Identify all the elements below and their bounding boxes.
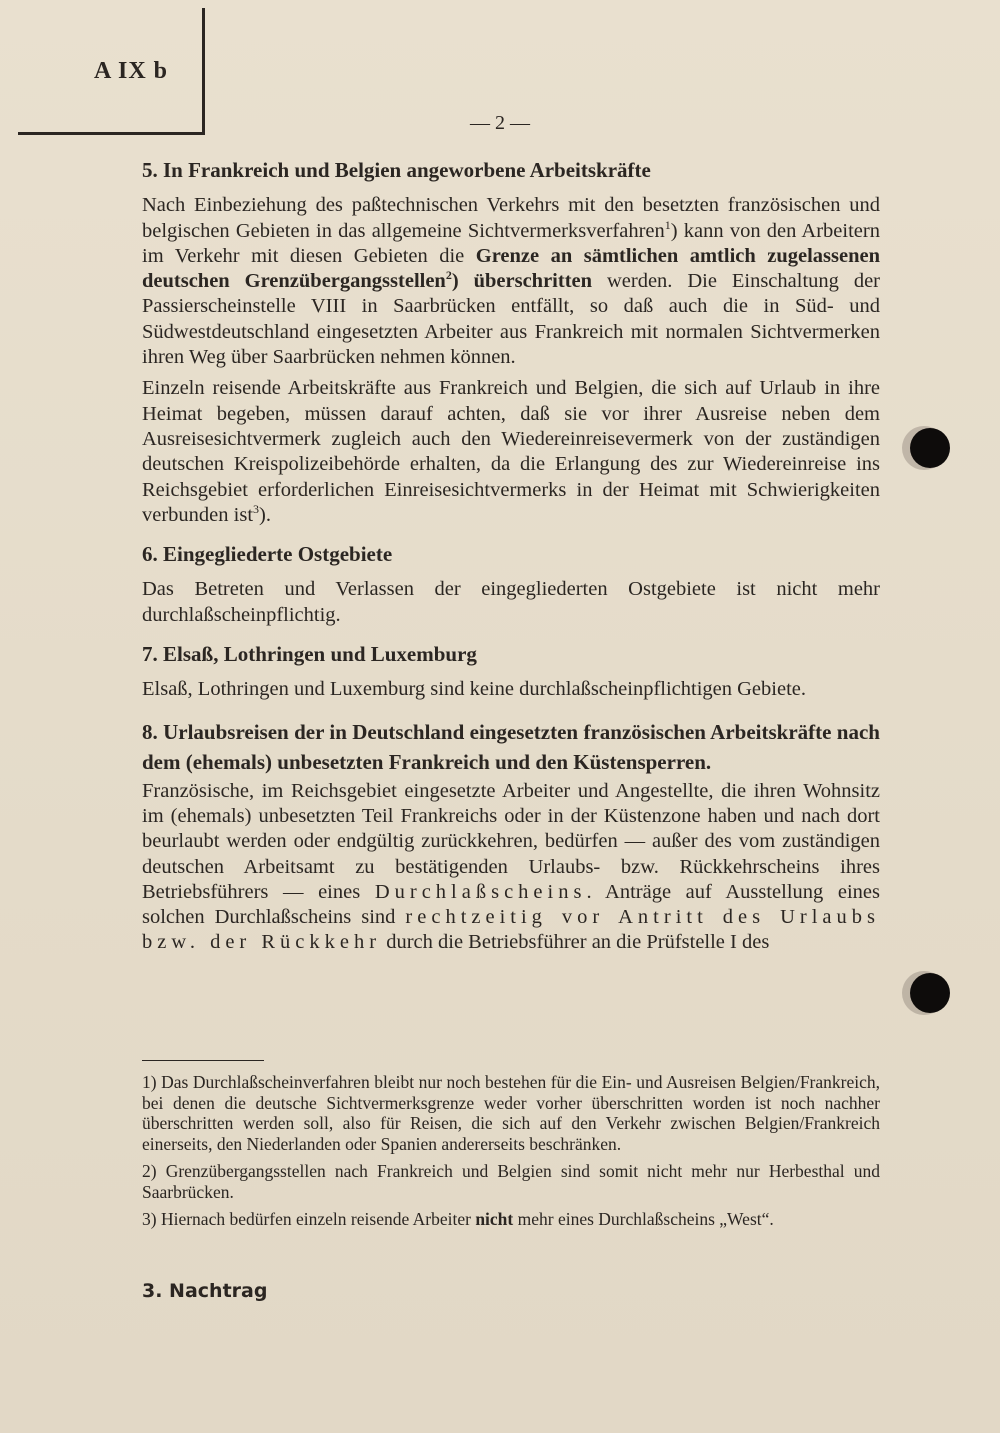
section-7 [142, 642, 880, 703]
footnotes [142, 1072, 880, 1237]
spaced-text: Durchlaßscheins [374, 880, 587, 903]
text-run: . Anträge auf Ausstellung eines solchen Durchlaßscheins sind [142, 880, 880, 929]
text-run: ) kann von den Arbeitern im Verkehr mit diesen Gebieten die [142, 219, 880, 267]
section-6-heading: 6. Eingegliederte Ostgebiete [142, 542, 393, 567]
section-6-paragraph: Das Betreten und Verlassen der eingegliederten Ostgebiete ist nicht mehr durchlaßscheinpflichtig. [142, 578, 880, 626]
footnote-divider [142, 1060, 264, 1061]
nachtrag-label: 3. Nachtrag [142, 1280, 268, 1302]
text-run: Französische, im Reichsgebiet eingesetzte Arbeiter und Angestellte, die ihren Wohnsitz im (ehemals) unbesetzten Teil Frankreichs oder in der Küstenzone haben und nach dort beurlaubt werden oder endgültig zurückkehren, bedürfen — außer des vom zuständigen deutschen Arbeitsamt zu bestätigenden Urlaubs- bzw. Rückkehrscheins ihres Betriebsführers — eines [142, 779, 880, 903]
footnote-mark: 1) [142, 1072, 157, 1092]
section-5 [142, 158, 880, 528]
footnote-text: mehr eines Durchlaßscheins „West“. [513, 1209, 774, 1229]
punch-hole [910, 973, 950, 1013]
footnote-ref: 1 [664, 217, 671, 232]
text-run: durch die Betriebsführer an die Prüfstelle I des [381, 931, 770, 954]
main-content [142, 158, 880, 970]
text-run: ). [259, 503, 271, 526]
footnote-ref: 2 [445, 268, 452, 283]
text-run: werden. Die Einschaltung der Passierscheinstelle VIII in Saarbrücken entfällt, so daß auch die in Süd- und Südwestdeutschland eingesetzten Arbeiter aus Frankreich mit normalen Sichtvermerken ihren Weg über Saarbrücken nehmen können. [142, 270, 881, 369]
section-6 [142, 542, 880, 628]
punch-hole [910, 428, 950, 468]
bold-text: ) überschritten [451, 270, 593, 293]
footnote-mark: 2) [142, 1161, 157, 1181]
section-8-heading: 8. Urlaubsreisen der in Deutschland eingesetzten französischen Arbeitskräfte nach dem (ehemals) unbesetzten Frankreich und den Küstensperren. [142, 719, 880, 774]
page-number: — 2 — [470, 112, 530, 134]
section-8-paragraph [142, 779, 880, 956]
section-5-paragraph-2 [142, 376, 880, 528]
section-5-paragraph-1 [142, 193, 880, 370]
footnote-2 [142, 1161, 880, 1202]
section-7-heading: 7. Elsaß, Lothringen und Luxemburg [142, 642, 477, 667]
footnote-3 [142, 1209, 880, 1230]
section-7-paragraph: Elsaß, Lothringen und Luxemburg sind keine durchlaßscheinpflichtigen Gebiete. [142, 678, 806, 701]
footnote-mark: 3) [142, 1209, 157, 1229]
text-run: Einzeln reisende Arbeitskräfte aus Frankreich und Belgien, die sich auf Urlaub in ihre Heimat begeben, müssen darauf achten, daß sie vor ihrer Ausreise neben dem Ausreisesichtvermerk zugleich auch den Wiedereinreisevermerk von der zuständigen deutschen Kreispolizeibehörde erhalten, da die Erlangung des zur Wiedereinreise ins Reichsgebiet erforderlichen Einreisesichtvermerks in der Heimat mit Schwierigkeiten verbunden ist [142, 377, 880, 526]
text-run: Nach Einbeziehung des paßtechnischen Verkehrs mit den besetzten französischen und belgischen Gebieten in das allgemeine Sichtvermerksverfahren [142, 194, 880, 242]
bold-text: nicht [475, 1209, 514, 1229]
section-8 [142, 717, 880, 956]
footnote-ref: 3 [253, 502, 260, 517]
corner-label: A IX b [94, 58, 169, 84]
footnote-text: Das Durchlaßscheinverfahren bleibt nur noch bestehen für die Ein- und Ausreisen Belgien/Frankreich, bei denen die deutsche Sichtvermerksgrenze weder vorher überschritten worden ist noch nachher überschritten werden soll, also für Reisen, die sich auf den Verkehr zwischen Belgien/Frankreich einerseits, den Niederlanden oder Spanien andererseits beschränken. [142, 1072, 880, 1154]
bold-text: Grenze an sämtlichen amtlich zugelassenen deutschen Grenzübergangsstellen [142, 244, 880, 293]
footnote-text: Grenzübergangsstellen nach Frankreich und Belgien sind somit nicht mehr nur Herbesthal und Saarbrücken. [142, 1161, 881, 1202]
footnote-1 [142, 1072, 880, 1154]
footnote-text: Hiernach bedürfen einzeln reisende Arbeiter [160, 1209, 476, 1229]
section-5-heading: 5. In Frankreich und Belgien angeworbene Arbeitskräfte [142, 158, 651, 182]
spaced-text: rechtzeitig vor Antritt des Urlaubs bzw. der Rückkehr [142, 906, 881, 954]
